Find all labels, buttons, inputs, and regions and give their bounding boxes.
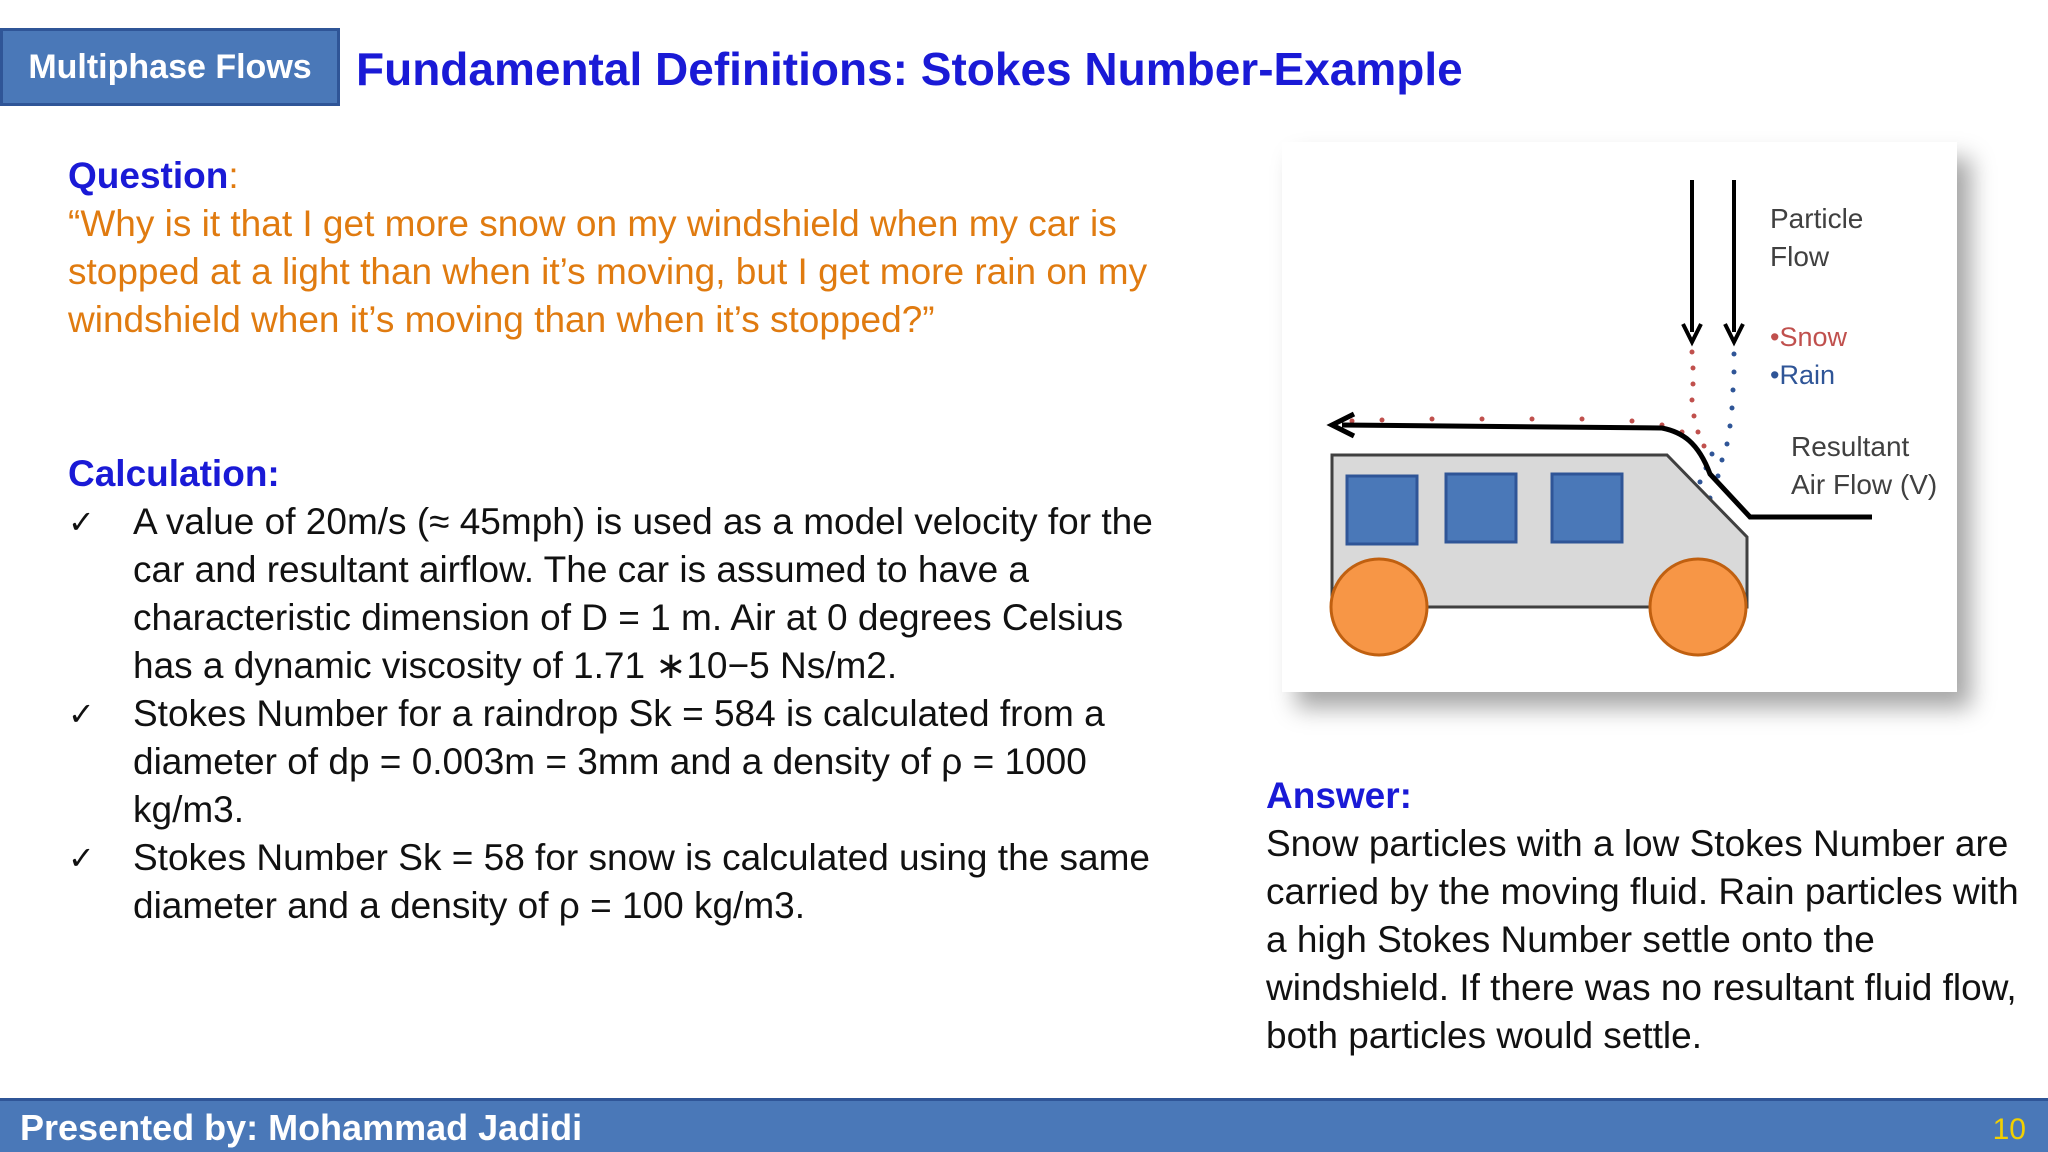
checkmark-icon: ✓ [68,503,95,541]
car-window [1446,474,1516,542]
question-heading-line [68,152,1178,200]
rain-particles [1698,352,1737,515]
calculation-item-text: Stokes Number Sk = 58 for snow is calculated using the same diameter and a density of ρ = 100 kg/m3. [133,837,1150,926]
car-wheel-rear [1650,559,1746,655]
car-airflow-diagram [1282,142,1957,692]
answer-text: Snow particles with a low Stokes Number are carried by the moving fluid. Rain particles with a high Stokes Number settle onto the windshield. If there was no resultant fluid flow, both particles would settle. [1266,823,2019,1056]
left-column [68,152,1178,930]
car-window [1347,476,1417,544]
snow-particles [1350,350,1707,449]
presenter-name: Presented by: Mohammad Jadidi [20,1107,583,1148]
checkmark-icon: ✓ [68,695,95,733]
label-snow: •Snow [1770,322,1847,352]
question-heading: Question [68,155,229,196]
label-particle-flow-1: Particle [1770,203,1864,234]
calculation-item [68,498,1178,690]
label-rain: •Rain [1770,360,1835,390]
checkmark-icon: ✓ [68,839,95,877]
answer-block [1266,772,2026,1060]
footer-bar [0,1098,2048,1152]
calculation-item-text: Stokes Number for a raindrop Sk = 584 is calculated from a diameter of dp = 0.003m = 3mm and a density of ρ = 1000 kg/m3. [133,693,1105,830]
calculation-item [68,834,1178,930]
car-window [1552,474,1622,542]
section-tag: Multiphase Flows [0,28,340,106]
page-number: 10 [1992,1113,2026,1146]
calculation-item [68,690,1178,834]
label-resultant-1: Resultant [1791,431,1910,462]
calculation-heading: Calculation: [68,453,280,494]
slide-title: Fundamental Definitions: Stokes Number-Example [356,43,1463,95]
car-wheel-front [1331,559,1427,655]
answer-heading: Answer: [1266,775,1412,816]
label-resultant-2: Air Flow (V) [1791,469,1938,500]
label-particle-flow-2: Flow [1770,241,1830,272]
calculation-list [68,498,1178,930]
diagram-svg [1282,142,1957,692]
question-text: “Why is it that I get more snow on my windshield when my car is stopped at a light than when it’s moving, but I get more rain on my windshield when it’s moving than when it’s stopped?” [68,203,1148,340]
calculation-item-text: A value of 20m/s (≈ 45mph) is used as a model velocity for the car and resultant airflow. The car is assumed to have a characteristic dimension of D = 1 m. Air at 0 degrees Celsius has a dynamic viscosity of 1.71 ∗10−5 Ns/m2. [133,501,1153,686]
question-colon: : [228,155,239,196]
